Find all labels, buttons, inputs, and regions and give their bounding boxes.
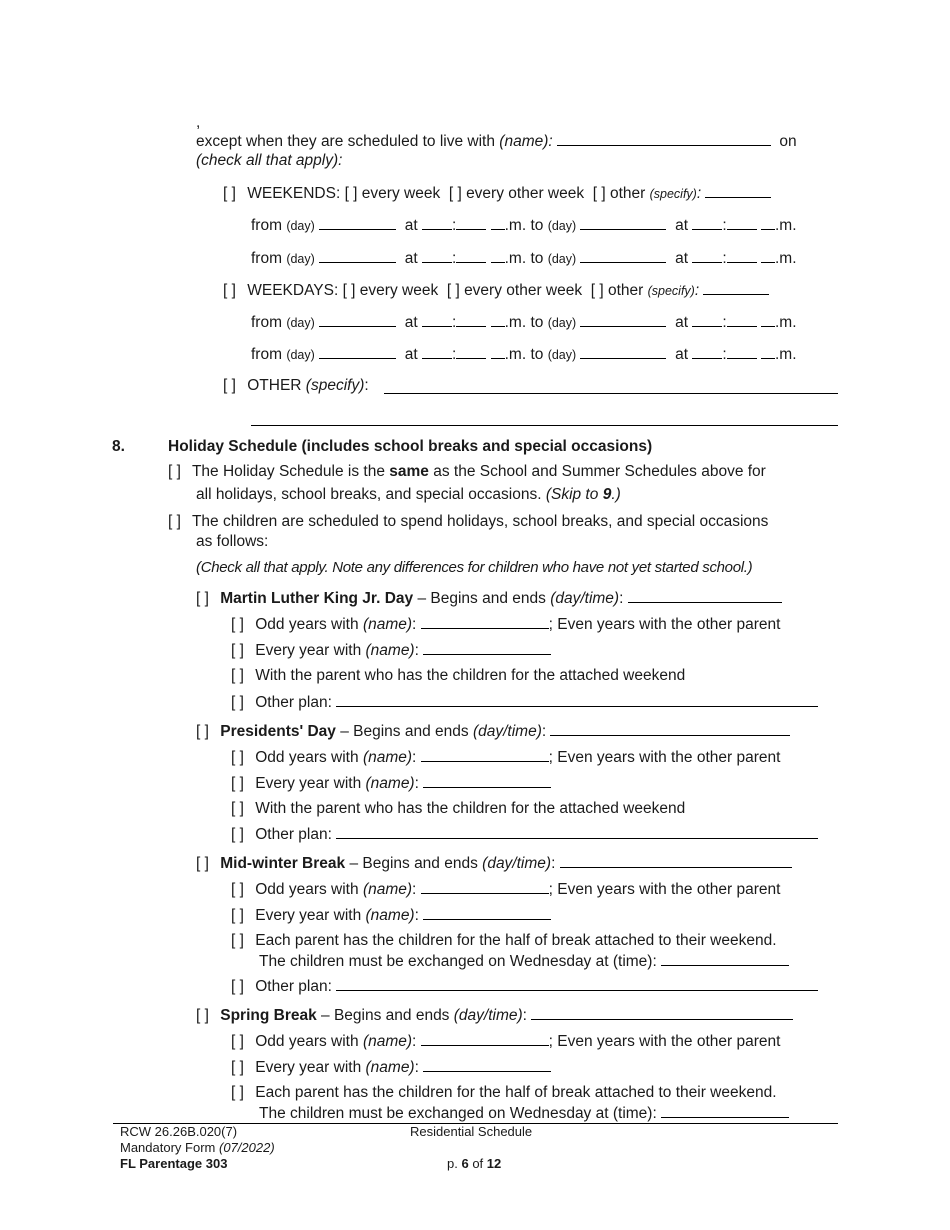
mlk-other-plan: [ ] Other plan: <box>231 692 818 713</box>
holiday-custom-checkbox[interactable]: [ ] <box>168 513 181 530</box>
footer-mandatory: Mandatory Form (07/2022) <box>120 1140 275 1155</box>
weekends-checkbox[interactable]: [ ] <box>223 185 236 202</box>
minute-field[interactable] <box>456 215 486 230</box>
ampm-field[interactable] <box>761 215 775 230</box>
midwinter-checkbox[interactable]: [ ] <box>196 855 209 872</box>
footer-form-id: FL Parentage 303 <box>120 1156 228 1171</box>
midwinter-half-break: [ ] Each parent has the children for the half of break attached to their weekend. <box>231 932 777 949</box>
midwinter-other-plan: [ ] Other plan: <box>231 976 818 997</box>
mlk-title: Martin Luther King Jr. Day <box>220 590 414 607</box>
minute-field[interactable] <box>727 215 757 230</box>
mlk-other-plan-field[interactable] <box>336 692 818 707</box>
intro-line <box>196 131 797 152</box>
intro-name-field[interactable] <box>557 131 771 146</box>
weekends-row: [ ] WEEKENDS: [ ] every week [ ] every other week [ ] other (specify): <box>223 183 771 204</box>
spring-row: [ ] Spring Break – Begins and ends (day/time): <box>196 1005 793 1026</box>
hour-field[interactable] <box>422 248 452 263</box>
intro-on: on <box>779 133 797 150</box>
presidents-title: Presidents' Day <box>220 723 336 740</box>
midwinter-every-year: [ ] Every year with (name): <box>231 905 551 926</box>
weekends-label: WEEKENDS: <box>247 185 341 202</box>
midwinter-every-year-checkbox[interactable]: [ ] <box>231 907 244 924</box>
spring-odd-name-field[interactable] <box>421 1031 549 1046</box>
weekends-other-checkbox[interactable]: [ ] <box>592 185 606 202</box>
presidents-odd-name-field[interactable] <box>421 747 549 762</box>
mlk-weekend-checkbox[interactable]: [ ] <box>231 667 244 684</box>
midwinter-begins-field[interactable] <box>560 853 792 868</box>
from-day-field[interactable] <box>319 215 396 230</box>
footer-rcw: RCW 26.26B.020(7) <box>120 1124 238 1139</box>
ampm-field[interactable] <box>761 344 775 359</box>
spring-exchange-time-field[interactable] <box>661 1103 789 1118</box>
check-all-note: (check all that apply): <box>196 152 343 169</box>
hour-field[interactable] <box>692 312 722 327</box>
presidents-every-year-checkbox[interactable]: [ ] <box>231 775 244 792</box>
other-row: [ ] OTHER (specify): <box>223 377 369 394</box>
mlk-odd-name-field[interactable] <box>421 614 549 629</box>
presidents-other-plan: [ ] Other plan: <box>231 824 818 845</box>
weekdays-row: [ ] WEEKDAYS: [ ] every week [ ] every other week [ ] other (specify): <box>223 280 769 301</box>
spring-exchange: The children must be exchanged on Wednesday at (time): <box>259 1103 789 1124</box>
mlk-checkbox[interactable]: [ ] <box>196 590 209 607</box>
weekdays-checkbox[interactable]: [ ] <box>223 282 236 299</box>
hour-field[interactable] <box>692 248 722 263</box>
presidents-other-plan-field[interactable] <box>336 824 818 839</box>
spring-odd-checkbox[interactable]: [ ] <box>231 1033 244 1050</box>
midwinter-odd-years: [ ] Odd years with (name): ; Even years with the other parent <box>231 881 781 898</box>
ampm-field[interactable] <box>761 248 775 263</box>
from-day-field[interactable] <box>319 344 396 359</box>
mlk-every-year-checkbox[interactable]: [ ] <box>231 642 244 659</box>
midwinter-every-year-name-field[interactable] <box>423 905 551 920</box>
presidents-other-checkbox[interactable]: [ ] <box>231 826 244 843</box>
hour-field[interactable] <box>422 344 452 359</box>
presidents-begins-field[interactable] <box>550 721 790 736</box>
holiday-custom-option-line2: as follows: <box>196 533 269 550</box>
mlk-every-year-name-field[interactable] <box>423 640 551 655</box>
weekends-every-other-week: every other week <box>466 185 585 202</box>
other-label: OTHER <box>247 377 302 394</box>
spring-half-break: [ ] Each parent has the children for the half of break attached to their weekend. <box>231 1084 777 1101</box>
to-day-field[interactable] <box>580 248 666 263</box>
to-day-field[interactable] <box>580 344 666 359</box>
weekdays-other-checkbox[interactable]: [ ] <box>590 282 604 299</box>
weekends-from-row-2: from (day) at : .m. to (day) at : .m. <box>251 250 797 267</box>
midwinter-odd-name-field[interactable] <box>421 879 549 894</box>
weekdays-from-row-1: from (day) at : .m. to (day) at : .m. <box>251 314 797 331</box>
midwinter-half-checkbox[interactable]: [ ] <box>231 932 244 949</box>
midwinter-row: [ ] Mid-winter Break – Begins and ends (day/time): <box>196 853 792 874</box>
presidents-weekend-checkbox[interactable]: [ ] <box>231 800 244 817</box>
intro-name-label: (name): <box>499 133 553 150</box>
other-specify-field-line2[interactable] <box>251 425 838 426</box>
ampm-field[interactable] <box>491 248 505 263</box>
footer-title: Residential Schedule <box>410 1124 533 1139</box>
spring-every-year: [ ] Every year with (name): <box>231 1057 551 1078</box>
hour-field[interactable] <box>422 215 452 230</box>
holiday-note: (Check all that apply. Note any differences for children who have not yet started school.) <box>196 559 753 576</box>
weekdays-specify-field[interactable] <box>703 280 769 295</box>
hour-field[interactable] <box>692 215 722 230</box>
midwinter-title: Mid-winter Break <box>220 855 346 872</box>
other-specify-field[interactable] <box>384 393 838 394</box>
weekends-every-week-checkbox[interactable]: [ ] <box>344 185 358 202</box>
to-day-field[interactable] <box>580 215 666 230</box>
spring-begins-field[interactable] <box>531 1005 793 1020</box>
mlk-row: [ ] Martin Luther King Jr. Day – Begins and ends (day/time): <box>196 588 782 609</box>
presidents-checkbox[interactable]: [ ] <box>196 723 209 740</box>
section-8-title: Holiday Schedule (includes school breaks and special occasions) <box>168 438 653 455</box>
spring-every-year-checkbox[interactable]: [ ] <box>231 1059 244 1076</box>
presidents-odd-checkbox[interactable]: [ ] <box>231 749 244 766</box>
mlk-every-year: [ ] Every year with (name): <box>231 640 551 661</box>
presidents-odd-years: [ ] Odd years with (name): ; Even years with the other parent <box>231 749 781 766</box>
holiday-same-option: [ ] The Holiday Schedule is the same as the School and Summer Schedules above for <box>168 463 766 480</box>
minute-field[interactable] <box>727 344 757 359</box>
mlk-attached-weekend: [ ] With the parent who has the children for the attached weekend <box>231 667 686 684</box>
hour-field[interactable] <box>692 344 722 359</box>
presidents-row: [ ] Presidents' Day – Begins and ends (day/time): <box>196 721 790 742</box>
minute-field[interactable] <box>727 248 757 263</box>
weekends-every-week: every week <box>361 185 441 202</box>
section-8-number: 8. <box>112 438 125 455</box>
other-checkbox[interactable]: [ ] <box>223 377 236 394</box>
presidents-every-year: [ ] Every year with (name): <box>231 773 551 794</box>
ampm-field[interactable] <box>491 344 505 359</box>
midwinter-odd-checkbox[interactable]: [ ] <box>231 881 244 898</box>
weekends-specify-field[interactable] <box>705 183 771 198</box>
minute-field[interactable] <box>727 312 757 327</box>
midwinter-exchange-time-field[interactable] <box>661 951 789 966</box>
weekdays-every-week-checkbox[interactable]: [ ] <box>342 282 356 299</box>
presidents-every-year-name-field[interactable] <box>423 773 551 788</box>
weekends-from-row-1: from (day) at : .m. to (day) at : .m. <box>251 217 797 234</box>
weekends-every-other-checkbox[interactable]: [ ] <box>448 185 462 202</box>
to-day-field[interactable] <box>580 312 666 327</box>
ampm-field[interactable] <box>491 215 505 230</box>
footer-page-number: p. 6 of 12 <box>447 1156 502 1171</box>
minute-field[interactable] <box>456 344 486 359</box>
holiday-same-checkbox[interactable]: [ ] <box>168 463 181 480</box>
weekdays-label: WEEKDAYS: <box>247 282 339 299</box>
mlk-odd-years: [ ] Odd years with (name): ; Even years with the other parent <box>231 616 781 633</box>
holiday-custom-option: [ ] The children are scheduled to spend holidays, school breaks, and special occasions <box>168 513 769 530</box>
spring-every-year-name-field[interactable] <box>423 1057 551 1072</box>
midwinter-exchange: The children must be exchanged on Wednesday at (time): <box>259 951 789 972</box>
weekdays-every-other-checkbox[interactable]: [ ] <box>446 282 460 299</box>
weekends-specify: (specify) <box>649 187 697 201</box>
stray-comma: , <box>196 114 201 131</box>
holiday-same-option-line2: all holidays, school breaks, and special occasions. (Skip to 9.) <box>196 486 621 503</box>
spring-odd-years: [ ] Odd years with (name): ; Even years with the other parent <box>231 1033 781 1050</box>
mlk-other-checkbox[interactable]: [ ] <box>231 694 244 711</box>
ampm-field[interactable] <box>761 312 775 327</box>
minute-field[interactable] <box>456 312 486 327</box>
minute-field[interactable] <box>456 248 486 263</box>
presidents-attached-weekend: [ ] With the parent who has the children for the attached weekend <box>231 800 686 817</box>
spring-title: Spring Break <box>220 1007 317 1024</box>
intro-text: except when they are scheduled to live with <box>196 133 495 150</box>
from-day-field[interactable] <box>319 312 396 327</box>
hour-field[interactable] <box>422 312 452 327</box>
spring-half-checkbox[interactable]: [ ] <box>231 1084 244 1101</box>
weekdays-from-row-2: from (day) at : .m. to (day) at : .m. <box>251 346 797 363</box>
mlk-begins-field[interactable] <box>628 588 782 603</box>
mlk-odd-checkbox[interactable]: [ ] <box>231 616 244 633</box>
ampm-field[interactable] <box>491 312 505 327</box>
midwinter-other-checkbox[interactable]: [ ] <box>231 978 244 995</box>
midwinter-other-plan-field[interactable] <box>336 976 818 991</box>
from-day-field[interactable] <box>319 248 396 263</box>
weekends-other: other <box>609 185 646 202</box>
spring-checkbox[interactable]: [ ] <box>196 1007 209 1024</box>
